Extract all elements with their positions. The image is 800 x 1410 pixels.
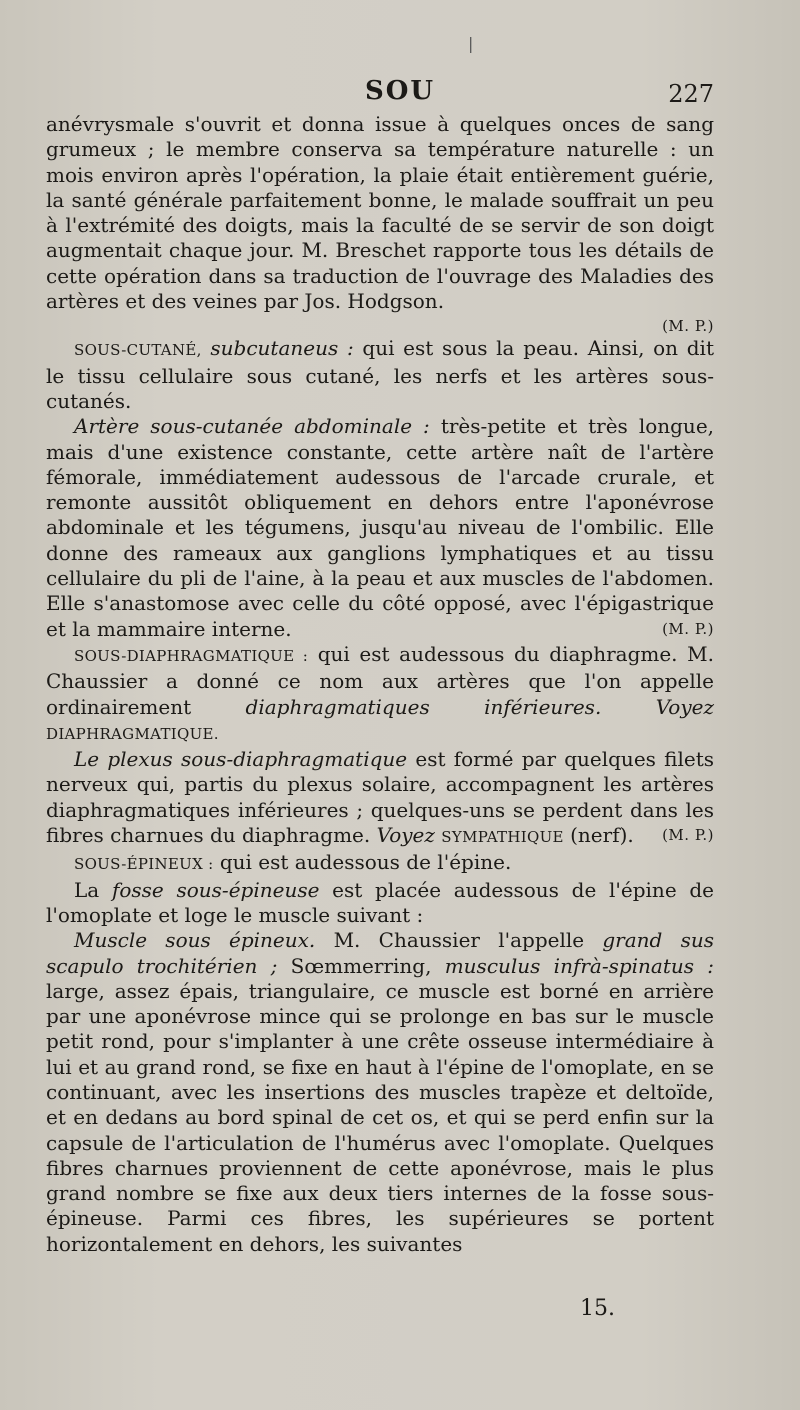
entry-term: Artère sous-cutanée abdominale : (74, 414, 430, 439)
entry-text: très-petite et très longue, mais d'une existence constante, cette artère naît de l'artère fémorale, immédiatement audessous de l'arcade crurale, et remonte aussitôt obliquement en dehors entre l'aponévrose abdominale et les tégumens, jusqu'au niveau de l'ombilic. Elle donne des rameaux aux ganglions lymphatiques et au tissu cellulaire du pli de l'aine, à la peau et aux muscles de l'abdomen. Elle s'anastomose avec celle du côté opposé, avec l'épigastrique et la mammaire interne. (46, 414, 715, 641)
entry-term: Muscle sous épineux. (74, 928, 316, 953)
entry-term: SOUS-CUTANÉ, (74, 341, 202, 360)
entry-term: SOUS-DIAPHRAGMATIQUE : (74, 646, 309, 665)
entry-italic: diaphragmatiques inférieures. (245, 694, 602, 719)
entry-text: est formé par quelques filets nerveux qui, partis du plexus solaire, accompagnent les artères diaphragmatiques inférieures ; quelques-uns se perdent dans les fibres charnues du diaphragme. (46, 747, 715, 848)
running-title: SOU (364, 76, 436, 106)
entry-fosse-sous-epineuse (46, 878, 714, 929)
source-mark: (M. P.) (662, 619, 714, 638)
cross-ref-voyez: Voyez (655, 694, 715, 719)
entry-italic: musculus infrà-spinatus : (444, 953, 715, 978)
page-number: 227 (668, 80, 714, 108)
entry-sous-cutane (46, 336, 714, 414)
source-mark: (M. P.) (662, 317, 714, 336)
entry-term: fosse sous-épineuse (111, 877, 320, 902)
entry-text: Sœmmerring, (290, 953, 432, 978)
entry-artere-sous-cutanee (46, 414, 714, 642)
paragraph-continuation (46, 112, 714, 314)
entry-tail: (nerf). (570, 823, 634, 848)
entry-text: qui est audessous du diaphragme. M. Chaussier a donné ce nom aux artères que l'on appelle ordinairement (46, 641, 714, 719)
entry-text: large, assez épais, triangulaire, ce muscle est borné en arrière par une aponévrose mince qui se prolonge en bas sur le muscle petit rond, pour s'implanter à une crête osseuse intermédiaire à lui et au grand rond, se fixe en haut à l'épine de l'omoplate, en se continuant, avec les insertions des muscles trapèze et deltoïde, et en dedans au bord spinal de cet os, et qui se perd enfin sur la capsule de l'articulation de l'humérus avec l'omoplate. Quelques fibres charnues proviennent de cette aponévrose, mais le plus grand nombre se fixe aux deux tiers internes de la fosse sous-épineuse. Parmi ces fibres, les supérieures se portent horizontalement en dehors, les suivantes (46, 978, 714, 1256)
body-text (46, 112, 714, 1257)
entry-muscle-sous-epineux (46, 928, 714, 1257)
margin-mark: | (468, 34, 474, 53)
source-mark: (M. P.) (662, 826, 714, 845)
entry-sous-diaphragmatique (46, 642, 714, 747)
source-line (46, 314, 714, 336)
entry-term: SOUS-ÉPINEUX : (74, 855, 214, 874)
entry-term: Le plexus sous-diaphragmatique (74, 747, 408, 772)
paragraph-text: anévrysmale s'ouvrit et donna issue à quelques onces de sang grumeux ; le membre conserva sa température naturelle : un mois environ après l'opération, la plaie était entièrement guérie, la santé générale parfaitement bonne, le malade souffrait un peu à l'extrémité des doigts, mais la faculté de se servir de son doigt augmentait chaque jour. M. Breschet rapporte tous les détails de cette opération dans sa traduction de l'ouvrage des Maladies des artères et des veines par Jos. Hodgson. (46, 112, 714, 314)
signature-mark: 15. (580, 1296, 615, 1321)
entry-italic: grand sus scapulo trochitérien ; (46, 928, 715, 978)
cross-ref-term: DIAPHRAGMATIQUE. (46, 724, 219, 743)
cross-ref-term: SYMPATHIQUE (441, 828, 564, 847)
entry-plexus-sous-diaphragmatique (46, 747, 714, 850)
entry-latin: subcutaneus : (210, 336, 354, 361)
entry-article: La (74, 877, 100, 902)
running-head (0, 76, 800, 112)
entry-text: est placée audessous de l'épine de l'omoplate et loge le muscle suivant : (46, 877, 715, 927)
entry-text: M. Chaussier l'appelle (333, 928, 585, 953)
entry-text: qui est sous la peau. Ainsi, on dit le tissu cellulaire sous cutané, les nerfs et les artères sous-cutanés. (46, 336, 714, 413)
entry-sous-epineux (46, 850, 714, 877)
entry-text: qui est audessous de l'épine. (219, 850, 512, 875)
cross-ref-voyez: Voyez (376, 823, 435, 848)
